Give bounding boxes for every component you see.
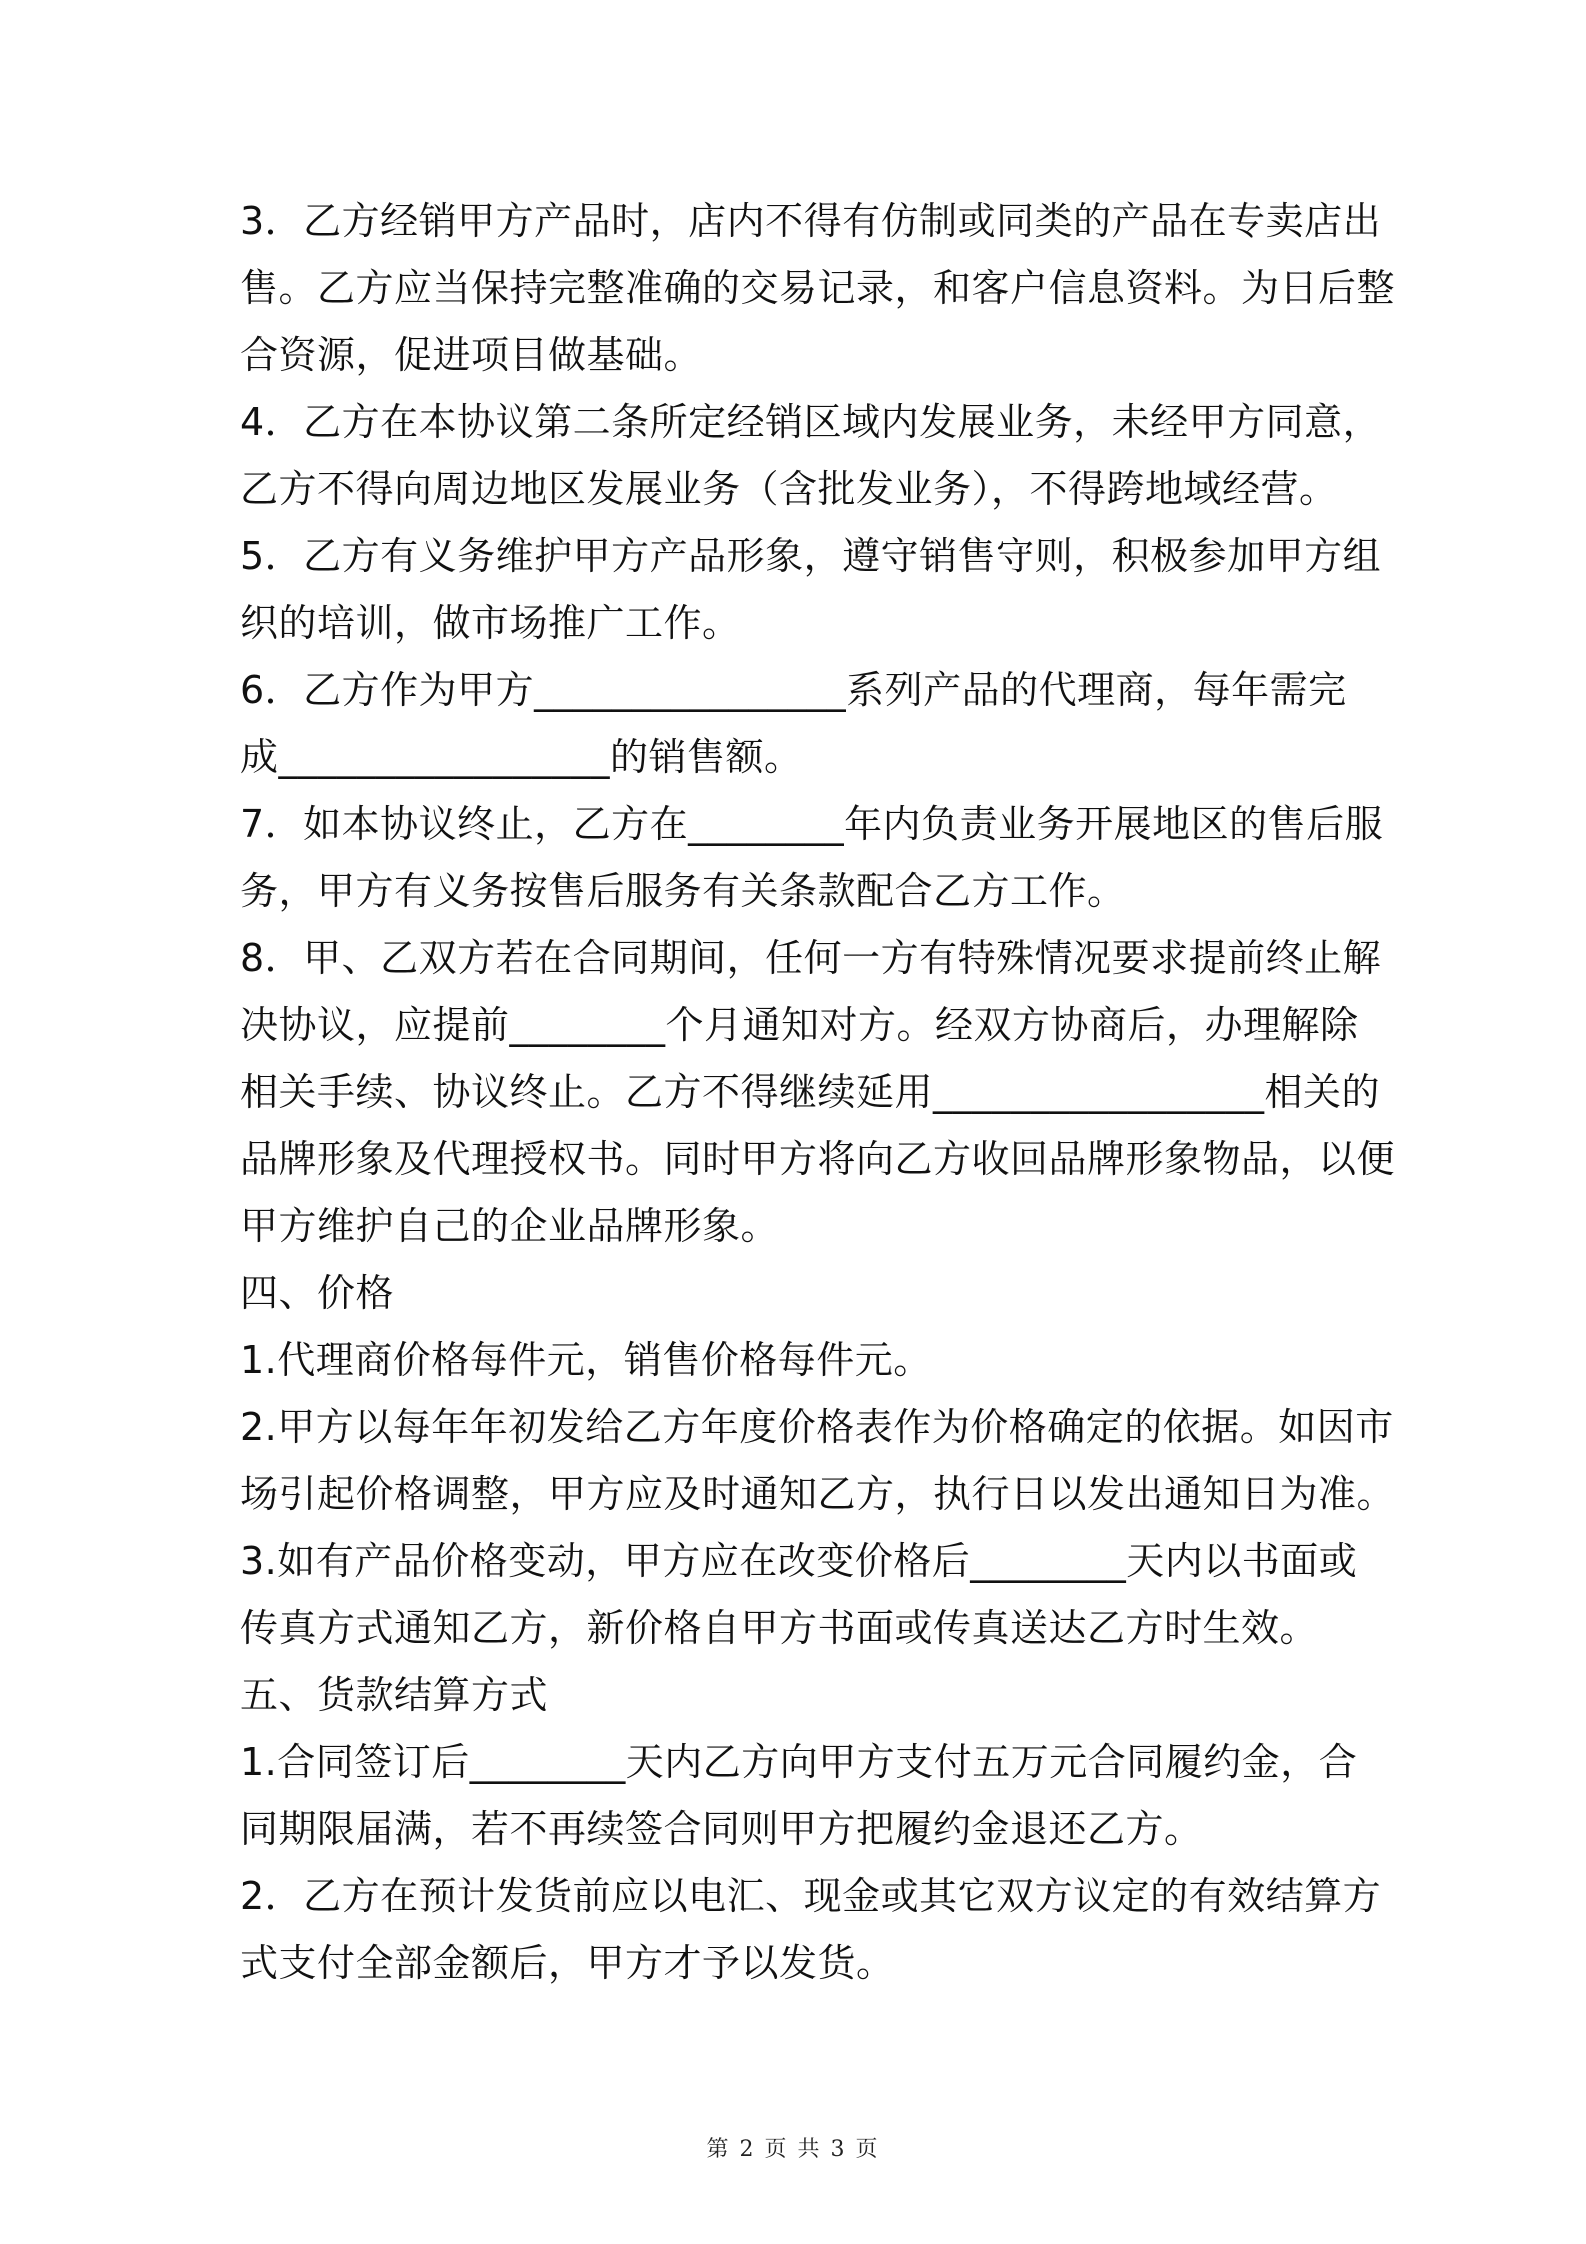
page-number-footer: 第 2 页 共 3 页: [706, 2137, 880, 2162]
text-line: 传真方式通知乙方，新价格自甲方书面或传真送达乙方时生效。: [240, 1606, 1319, 1650]
text-line: 织的培训，做市场推广工作。: [240, 601, 741, 645]
text-line: 决协议，应提前________个月通知对方。经双方协商后，办理解除: [240, 1003, 1359, 1047]
text-line: 相关手续、协议终止。乙方不得继续延用_________________相关的: [240, 1070, 1381, 1114]
text-line: 2.甲方以每年年初发给乙方年度价格表作为价格确定的依据。如因市: [240, 1405, 1394, 1449]
text-line: 1.合同签订后________天内乙方向甲方支付五万元合同履约金，合: [240, 1740, 1358, 1784]
section-heading: 五、货款结算方式: [240, 1673, 549, 1717]
text-line: 务，甲方有义务按售后服务有关条款配合乙方工作。: [240, 869, 1126, 913]
text-line: 场引起价格调整，甲方应及时通知乙方，执行日以发出通知日为准。: [240, 1472, 1396, 1516]
text-line: 售。乙方应当保持完整准确的交易记录，和客户信息资料。为日后整: [240, 266, 1396, 310]
text-line: 3．乙方经销甲方产品时，店内不得有仿制或同类的产品在专卖店出: [240, 199, 1382, 243]
text-line: 成_________________的销售额。: [240, 735, 803, 779]
text-line: 4．乙方在本协议第二条所定经销区域内发展业务，未经甲方同意，: [240, 400, 1382, 444]
text-line: 7．如本协议终止，乙方在________年内负责业务开展地区的售后服: [240, 802, 1384, 846]
text-line: 5．乙方有义务维护甲方产品形象，遵守销售守则，积极参加甲方组: [240, 534, 1382, 578]
document-body: [240, 188, 1396, 1997]
text-line: 8．甲、乙双方若在合同期间，任何一方有特殊情况要求提前终止解: [240, 936, 1382, 980]
text-line: 1.代理商价格每件元，销售价格每件元。: [240, 1338, 932, 1382]
text-line: 式支付全部金额后，甲方才予以发货。: [240, 1941, 895, 1985]
text-line: 合资源，促进项目做基础。: [240, 333, 703, 377]
text-line: 2．乙方在预计发货前应以电汇、现金或其它双方议定的有效结算方: [240, 1874, 1382, 1918]
text-line: 乙方不得向周边地区发展业务（含批发业务），不得跨地域经营。: [240, 467, 1338, 511]
text-line: 6．乙方作为甲方________________系列产品的代理商，每年需完: [240, 668, 1347, 712]
section-heading: 四、价格: [240, 1271, 395, 1315]
text-line: 同期限届满，若不再续签合同则甲方把履约金退还乙方。: [240, 1807, 1203, 1851]
text-line: 3.如有产品价格变动，甲方应在改变价格后________天内以书面或: [240, 1539, 1358, 1583]
text-line: 甲方维护自己的企业品牌形象。: [240, 1204, 780, 1248]
text-line: 品牌形象及代理授权书。同时甲方将向乙方收回品牌形象物品，以便: [240, 1137, 1396, 1181]
